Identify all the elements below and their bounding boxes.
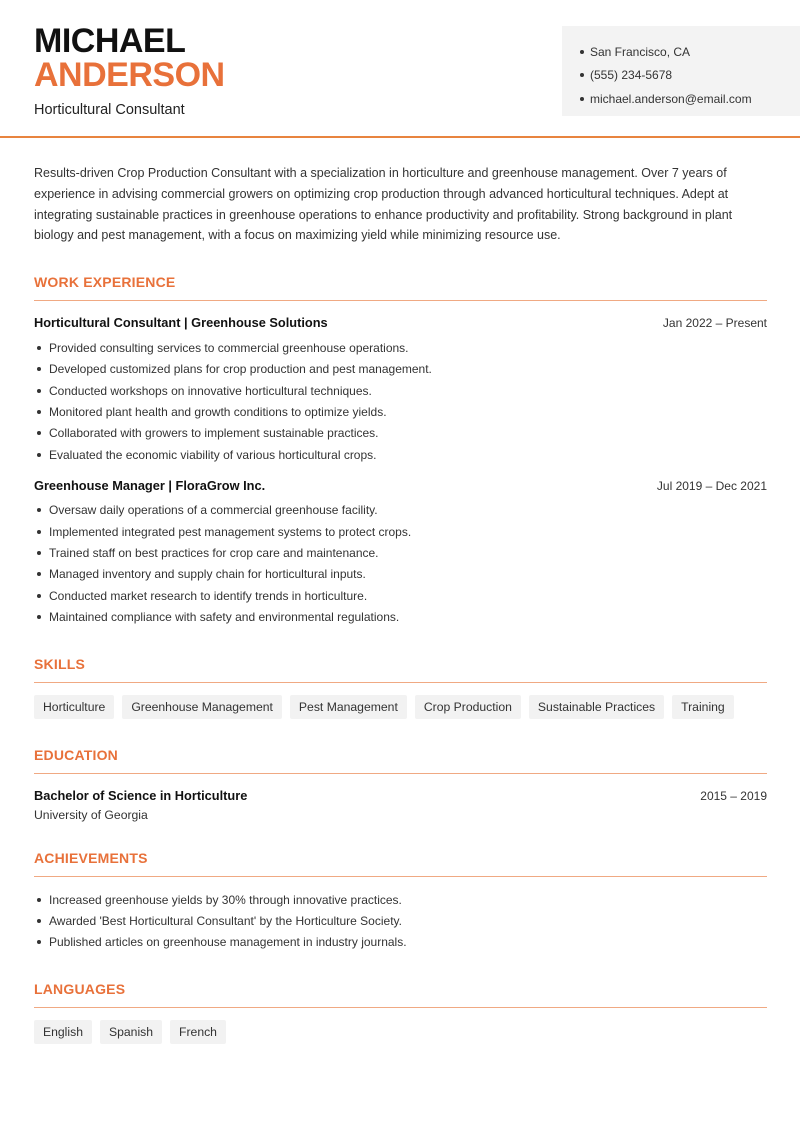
job-entry (34, 315, 767, 465)
education-date: 2015 – 2019 (700, 788, 767, 803)
languages-tags (34, 1020, 767, 1044)
list-item (34, 380, 767, 401)
job-title: Horticultural Consultant (34, 102, 185, 118)
list-item (34, 444, 767, 465)
job-header (34, 315, 767, 330)
language-tag: English (34, 1020, 92, 1044)
skill-tag: Sustainable Practices (529, 695, 664, 719)
list-item (34, 500, 767, 521)
list-item-text: Managed inventory and supply chain for horticultural inputs. (49, 567, 366, 582)
bullet-icon (37, 940, 41, 944)
list-item-text: Increased greenhouse yields by 30% through innovative practices. (49, 892, 402, 907)
education-degree: Bachelor of Science in Horticulture (34, 787, 248, 803)
bullet-icon (37, 389, 41, 393)
list-item (34, 932, 767, 953)
bullet-icon (37, 410, 41, 414)
list-item-text: Conducted market research to identify trends in horticulture. (49, 588, 368, 603)
job-date: Jan 2022 – Present (662, 316, 767, 331)
bullet-icon (580, 97, 584, 101)
summary: Results-driven Crop Production Consultant with a specialization in horticulture and greenhouse management. Over 7 years of experience in advising commercial growers on optimizing crop production through advanced horticultural techniques. Adept at integrating sustainable practices in greenhouse operations to enhance productivity and profitability. Strong background in plant biology and pest management, with a focus on maximizing yield while minimizing resource use. (34, 166, 733, 243)
list-item-text: Awarded 'Best Horticultural Consultant' by the Horticulture Society. (49, 913, 402, 928)
list-item-text: Conducted workshops on innovative horticultural techniques. (49, 383, 372, 398)
list-item-text: Collaborated with growers to implement sustainable practices. (49, 426, 379, 441)
section-title-work: WORK EXPERIENCE (34, 274, 767, 301)
job-header (34, 478, 767, 493)
skill-tag: Horticulture (34, 695, 114, 719)
list-item (34, 606, 767, 627)
languages-section (34, 981, 767, 1044)
list-item (34, 542, 767, 563)
list-item (34, 423, 767, 444)
bullet-icon (37, 898, 41, 902)
contact-location-text: San Francisco, CA (590, 44, 691, 59)
job-bullets (34, 337, 767, 465)
achievements-list (34, 889, 767, 953)
section-title-skills: SKILLS (34, 656, 767, 683)
contact-phone-text: (555) 234-5678 (590, 68, 673, 83)
language-tag: French (170, 1020, 226, 1044)
job-role: Horticultural Consultant | Greenhouse Solutions (34, 315, 328, 331)
bullet-icon (37, 530, 41, 534)
contact-email (580, 87, 800, 111)
bullet-icon (37, 615, 41, 619)
work-experience-section (34, 274, 767, 628)
bullet-icon (37, 367, 41, 371)
skill-tag: Training (672, 695, 734, 719)
bullet-icon (580, 73, 584, 77)
bullet-icon (37, 551, 41, 555)
list-item (34, 337, 767, 358)
job-date: Jul 2019 – Dec 2021 (656, 478, 767, 493)
skills-section (34, 656, 767, 719)
section-title-education: EDUCATION (34, 747, 767, 774)
resume-content (34, 163, 767, 1044)
language-tag: Spanish (100, 1020, 162, 1044)
first-name: MICHAEL (34, 22, 186, 60)
list-item (34, 359, 767, 380)
education-entry (34, 788, 767, 822)
last-name: ANDERSON (34, 56, 225, 94)
list-item-text: Oversaw daily operations of a commercial greenhouse facility. (49, 503, 378, 518)
skill-tag: Crop Production (415, 695, 521, 719)
list-item-text: Developed customized plans for crop production and pest management. (49, 362, 432, 377)
bullet-icon (37, 453, 41, 457)
section-title-achievements: ACHIEVEMENTS (34, 850, 767, 877)
contact-phone (580, 64, 800, 88)
contact-box (562, 26, 800, 116)
list-item-text: Evaluated the economic viability of various horticultural crops. (49, 447, 377, 462)
list-item-text: Monitored plant health and growth conditions to optimize yields. (49, 405, 387, 420)
bullet-icon (37, 508, 41, 512)
list-item (34, 564, 767, 585)
list-item (34, 585, 767, 606)
list-item (34, 889, 767, 910)
bullet-icon (37, 431, 41, 435)
resume-header (0, 0, 800, 138)
education-header (34, 788, 767, 803)
contact-email-text: michael.anderson@email.com (590, 91, 752, 106)
bullet-icon (580, 50, 584, 54)
list-item (34, 401, 767, 422)
bullet-icon (37, 346, 41, 350)
list-item (34, 521, 767, 542)
job-bullets (34, 500, 767, 628)
achievements-section (34, 850, 767, 953)
bullet-icon (37, 919, 41, 923)
skill-tag: Greenhouse Management (122, 695, 282, 719)
list-item-text: Maintained compliance with safety and environmental regulations. (49, 610, 400, 625)
list-item (34, 910, 767, 931)
list-item-text: Published articles on greenhouse management in industry journals. (49, 935, 407, 950)
bullet-icon (37, 572, 41, 576)
name-block (34, 24, 225, 118)
list-item-text: Trained staff on best practices for crop care and maintenance. (49, 546, 379, 560)
list-item-text: Provided consulting services to commercial greenhouse operations. (49, 340, 409, 355)
list-item-text: Implemented integrated pest management systems to protect crops. (49, 524, 412, 539)
section-title-languages: LANGUAGES (34, 981, 767, 1008)
education-section (34, 747, 767, 822)
education-school: University of Georgia (34, 807, 148, 822)
job-role: Greenhouse Manager | FloraGrow Inc. (34, 477, 266, 493)
contact-location (580, 40, 800, 64)
job-entry (34, 478, 767, 628)
skills-tags (34, 695, 767, 719)
bullet-icon (37, 594, 41, 598)
skill-tag: Pest Management (290, 695, 407, 719)
